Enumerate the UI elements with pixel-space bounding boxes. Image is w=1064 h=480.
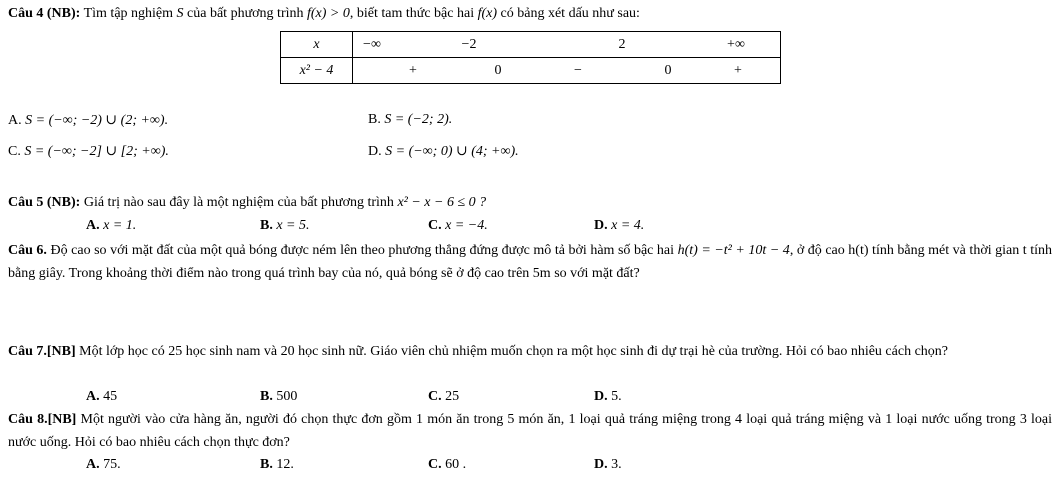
q6-text1: Độ cao so với mặt đất của một quả bóng được ném lên theo phương thẳng đứng được mô tả bởi hàm số bậc hai xyxy=(50,243,675,258)
option-label: C. xyxy=(8,144,21,159)
q5-text: Giá trị nào sau đây là một nghiệm của bất phương trình xyxy=(83,195,394,210)
option-text: 12. xyxy=(276,457,294,472)
q6-label: Câu 6. xyxy=(8,243,47,258)
q8-paragraph xyxy=(8,409,1052,454)
q4-option-d[interactable] xyxy=(368,143,519,160)
option-text: 500 xyxy=(276,389,298,404)
sign-value: − xyxy=(574,62,582,78)
sign-value: 0 xyxy=(664,62,672,78)
sign-table-x-values xyxy=(353,32,781,58)
q8-option-d[interactable] xyxy=(594,457,622,473)
q4-option-c[interactable] xyxy=(8,143,169,160)
q4-text-mid: của bất phương trình xyxy=(187,6,304,21)
q8-option-a[interactable] xyxy=(86,457,121,473)
option-label: A. xyxy=(86,218,100,233)
q8-text: Một người vào cửa hàng ăn, người đó chọn thực đơn gồm 1 món ăn trong 5 món ăn, 1 loại quả tráng miệng trong 4 loại quả tráng miệng và 1 loại nước uống trong 3 loại nước uống. Hỏi có bao nhiêu cách chọn thực đơn? xyxy=(8,412,1052,450)
q8-option-b[interactable] xyxy=(260,457,294,473)
sign-table-row-f xyxy=(281,58,781,84)
option-text: 5. xyxy=(611,389,622,404)
q8-label: Câu 8.[NB] xyxy=(8,412,77,427)
q5-option-c[interactable] xyxy=(428,218,488,234)
q4-text-before: Tìm tập nghiệm xyxy=(83,6,174,21)
q4-inequality: f(x) > 0 xyxy=(307,6,350,21)
option-text: S = (−∞; 0) ∪ (4; +∞). xyxy=(385,144,519,159)
option-text: 25 xyxy=(445,389,460,404)
option-label: A. xyxy=(8,113,22,128)
q4-text-end: có bảng xét dấu như sau: xyxy=(500,6,640,21)
q7-option-b[interactable] xyxy=(260,389,297,405)
sign-table-header-f: x² − 4 xyxy=(281,58,353,84)
option-text: x = 5. xyxy=(276,218,310,233)
option-label: D. xyxy=(594,457,608,472)
q4-label: Câu 4 (NB): xyxy=(8,6,81,21)
q5-inequality: x² − x − 6 ≤ 0 ? xyxy=(397,195,487,210)
q7-option-a[interactable] xyxy=(86,389,117,405)
q7-option-d[interactable] xyxy=(594,389,622,405)
option-label: B. xyxy=(368,112,381,127)
option-label: C. xyxy=(428,218,442,233)
sign-value: + xyxy=(409,62,417,78)
option-text: x = −4. xyxy=(445,218,488,233)
option-label: D. xyxy=(594,389,608,404)
option-label: D. xyxy=(368,144,382,159)
x-value: −∞ xyxy=(363,36,381,52)
option-label: D. xyxy=(594,218,608,233)
option-label: C. xyxy=(428,389,442,404)
option-text: S = (−2; 2). xyxy=(384,112,453,127)
q4-option-a[interactable] xyxy=(8,112,168,129)
option-text: S = (−∞; −2] ∪ [2; +∞). xyxy=(24,144,169,159)
sign-value: + xyxy=(734,62,742,78)
option-label: A. xyxy=(86,457,100,472)
x-value: 2 xyxy=(618,36,626,52)
q5-label: Câu 5 (NB): xyxy=(8,195,81,210)
q6-paragraph xyxy=(8,240,1052,285)
q4-set-symbol: S xyxy=(176,6,184,21)
q4-text-after: , biết tam thức bậc hai xyxy=(349,6,475,21)
option-text: 60 . xyxy=(445,457,467,472)
q8-option-c[interactable] xyxy=(428,457,466,473)
sign-table xyxy=(280,31,781,84)
q5-stem xyxy=(8,195,486,211)
q5-option-a[interactable] xyxy=(86,218,136,234)
sign-table-f-values xyxy=(353,58,781,84)
q7-label: Câu 7.[NB] xyxy=(8,344,76,359)
option-label: B. xyxy=(260,389,273,404)
option-text: 3. xyxy=(611,457,622,472)
q6-function: h(t) = −t² + 10t − 4 xyxy=(677,243,790,258)
sign-table-header-x: x xyxy=(281,32,353,58)
q4-option-b[interactable] xyxy=(368,112,452,128)
option-label: B. xyxy=(260,457,273,472)
x-value: −2 xyxy=(461,36,477,52)
sign-value: 0 xyxy=(494,62,502,78)
q5-option-b[interactable] xyxy=(260,218,310,234)
option-text: 45 xyxy=(103,389,118,404)
option-label: C. xyxy=(428,457,442,472)
option-label: A. xyxy=(86,389,100,404)
option-text: S = (−∞; −2) ∪ (2; +∞). xyxy=(25,113,169,128)
sign-table-row-x xyxy=(281,32,781,58)
q4-fx: f(x) xyxy=(477,6,498,21)
q5-option-d[interactable] xyxy=(594,218,644,234)
x-value: +∞ xyxy=(727,36,745,52)
option-text: x = 4. xyxy=(611,218,645,233)
q7-text: Một lớp học có 25 học sinh nam và 20 học sinh nữ. Giáo viên chủ nhiệm muốn chọn ra một học sinh đi dự trại hè của trường. Hỏi có bao nhiêu cách chọn? xyxy=(79,344,948,359)
option-text: x = 1. xyxy=(103,218,137,233)
q7-option-c[interactable] xyxy=(428,389,459,405)
q6-text2: , ở độ cao h(t) tính bằng mét và thời gian t tính bằng giây. Trong khoảng thời điểm nào trong quá trình bay của nó, quả bóng sẽ ở độ cao trên 5m so với mặt đất? xyxy=(8,243,1053,281)
q7-paragraph xyxy=(8,341,1052,364)
option-label: B. xyxy=(260,218,273,233)
q4-stem xyxy=(8,6,640,22)
option-text: 75. xyxy=(103,457,121,472)
